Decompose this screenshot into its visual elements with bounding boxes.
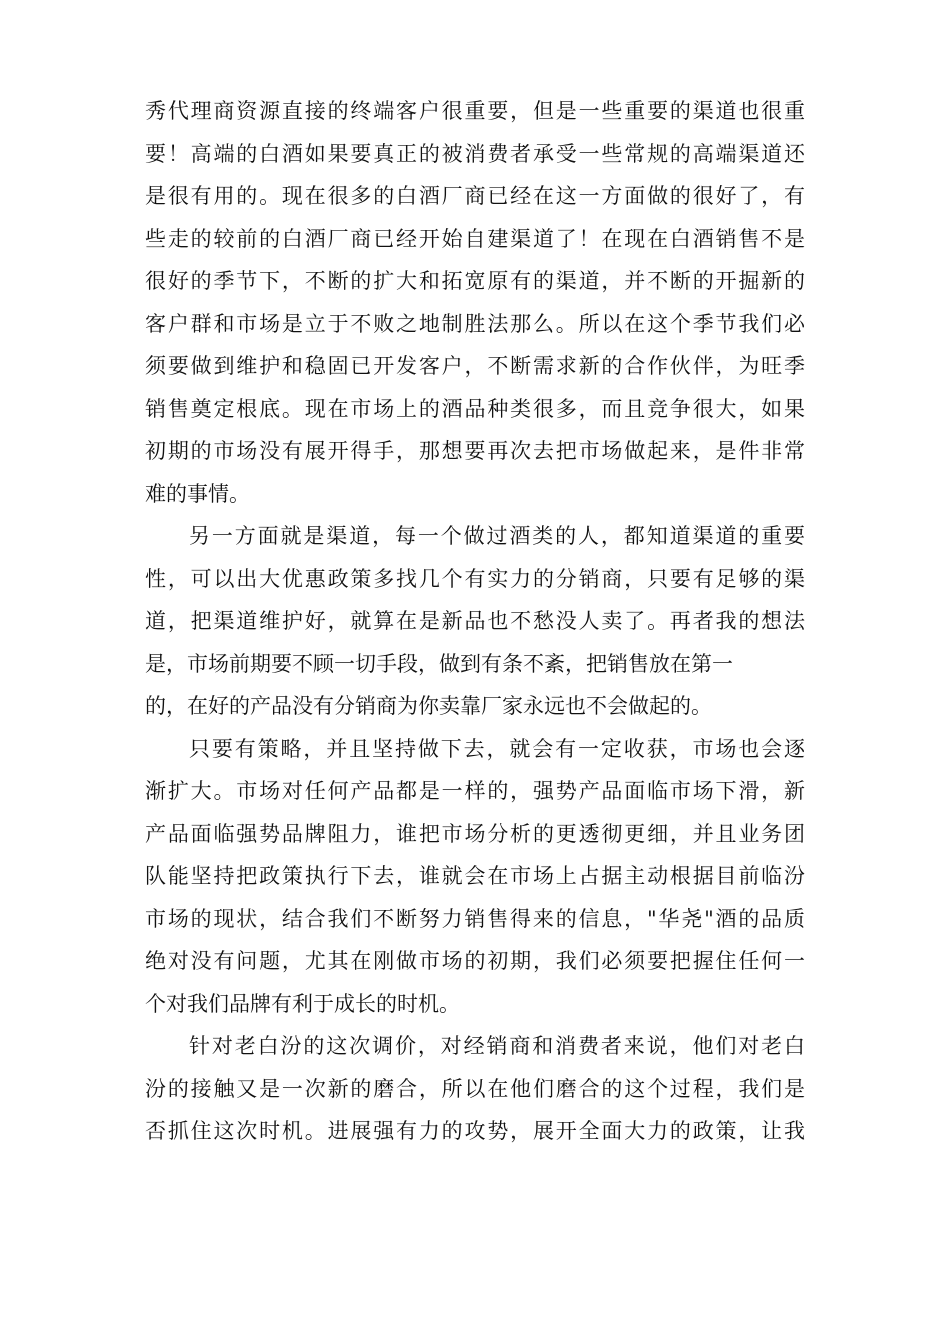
text-line: 客户群和市场是立于不败之地制胜法那么。所以在这个季节我们必 <box>145 311 805 336</box>
text-line: 市场的现状，结合我们不断努力销售得来的信息，"华尧"酒的品质 <box>145 906 805 931</box>
text-line: 个对我们品牌有利于成长的时机。 <box>145 991 460 1016</box>
paragraph-3 <box>145 728 805 1026</box>
paragraph-2 <box>145 515 805 728</box>
text-line: 另一方面就是渠道，每一个做过酒类的人，都知道渠道的重要 <box>189 524 805 548</box>
text-line: 很好的季节下，不断的扩大和拓宽原有的渠道，并不断的开掘新的 <box>145 269 805 293</box>
text-line: 绝对没有问题，尤其在刚做市场的初期，我们必须要把握住任何一 <box>145 949 805 973</box>
text-line: 销售奠定根底。现在市场上的酒品种类很多，而且竞争很大，如果 <box>145 396 805 421</box>
text-line: 要！高端的白酒如果要真正的被消费者承受一些常规的高端渠道还 <box>145 141 805 166</box>
text-line: 些走的较前的白酒厂商已经开始自建渠道了！在现在白酒销售不是 <box>145 226 805 251</box>
text-line: 难的事情。 <box>145 481 250 506</box>
text-line: 渐扩大。市场对任何产品都是一样的，强势产品面临市场下滑，新 <box>145 779 805 803</box>
text-line: 否抓住这次时机。进展强有力的攻势，展开全面大力的政策，让我 <box>145 1119 805 1143</box>
text-line: 是，市场前期要不顾一切手段，做到有条不紊，把销售放在第一 <box>145 651 733 676</box>
text-line: 产品面临强势品牌阻力，谁把市场分析的更透彻更细，并且业务团 <box>145 821 805 846</box>
paragraph-1 <box>145 90 805 515</box>
text-line: 队能坚持把政策执行下去，谁就会在市场上占据主动根据目前临汾 <box>145 864 805 888</box>
text-line: 汾的接触又是一次新的磨合，所以在他们磨合的这个过程，我们是 <box>145 1076 805 1101</box>
text-line: 只要有策略，并且坚持做下去，就会有一定收获，市场也会逐 <box>189 736 805 761</box>
document-body <box>145 90 805 1153</box>
paragraph-4 <box>145 1025 805 1153</box>
text-line: 是很有用的。现在很多的白酒厂商已经在这一方面做的很好了，有 <box>145 184 805 208</box>
text-line: 须要做到维护和稳固已开发客户，不断需求新的合作伙伴，为旺季 <box>145 354 805 378</box>
text-line: 初期的市场没有展开得手，那想要再次去把市场做起来，是件非常 <box>145 439 805 463</box>
text-line: 道，把渠道维护好，就算在是新品也不愁没人卖了。再者我的想法 <box>145 609 805 633</box>
text-line: 针对老白汾的这次调价，对经销商和消费者来说，他们对老白 <box>189 1034 805 1058</box>
text-line: 性，可以出大优惠政策多找几个有实力的分销商，只要有足够的渠 <box>145 566 805 591</box>
text-line: 的，在好的产品没有分销商为你卖靠厂家永远也不会做起的。 <box>145 694 712 718</box>
text-line: 秀代理商资源直接的终端客户很重要，但是一些重要的渠道也很重 <box>145 99 805 123</box>
